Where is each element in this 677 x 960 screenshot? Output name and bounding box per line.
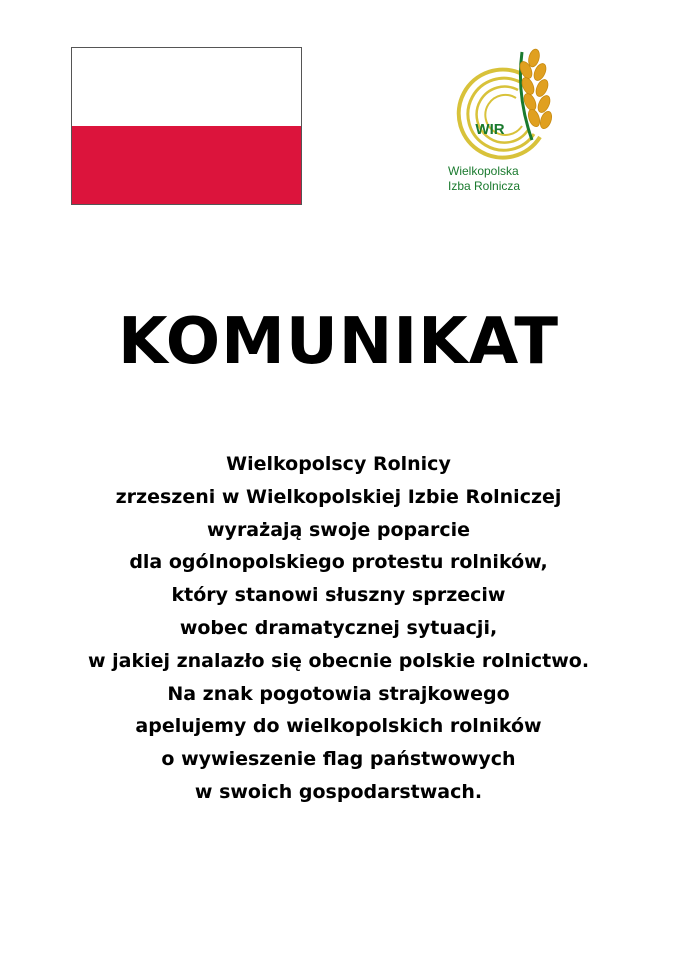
body-line: dla ogólnopolskiego protestu rolników, bbox=[129, 551, 548, 574]
flag-white-stripe bbox=[72, 48, 301, 126]
logo-name-line1: Wielkopolska bbox=[448, 164, 519, 178]
flag-red-stripe bbox=[72, 126, 301, 204]
announcement-body bbox=[0, 448, 677, 809]
wir-emblem-icon bbox=[430, 42, 570, 167]
body-line: wobec dramatycznej sytuacji, bbox=[179, 616, 498, 639]
polish-flag bbox=[71, 47, 302, 205]
body-line: Na znak pogotowia strajkowego bbox=[167, 682, 510, 705]
logo-name-line2: Izba Rolnicza bbox=[448, 179, 521, 193]
body-line: o wywieszenie flag państwowych bbox=[161, 748, 516, 771]
wir-monogram: WIR bbox=[475, 121, 505, 138]
body-line: Wielkopolscy Rolnicy bbox=[226, 453, 451, 475]
page-title: KOMUNIKAT bbox=[118, 305, 559, 379]
body-line: który stanowi słuszny sprzeciw bbox=[171, 584, 506, 607]
wir-logo-name bbox=[448, 164, 568, 194]
body-line: apelujemy do wielkopolskich rolników bbox=[135, 715, 542, 738]
body-line: zrzeszeni w Wielkopolskiej Izbie Rolniczej bbox=[115, 485, 562, 508]
body-line: w jakiej znalazło się obecnie polskie rolnictwo. bbox=[87, 649, 590, 672]
body-line: wyrażają swoje poparcie bbox=[207, 518, 470, 541]
wir-logo bbox=[430, 42, 570, 212]
body-line: w swoich gospodarstwach. bbox=[194, 780, 483, 803]
